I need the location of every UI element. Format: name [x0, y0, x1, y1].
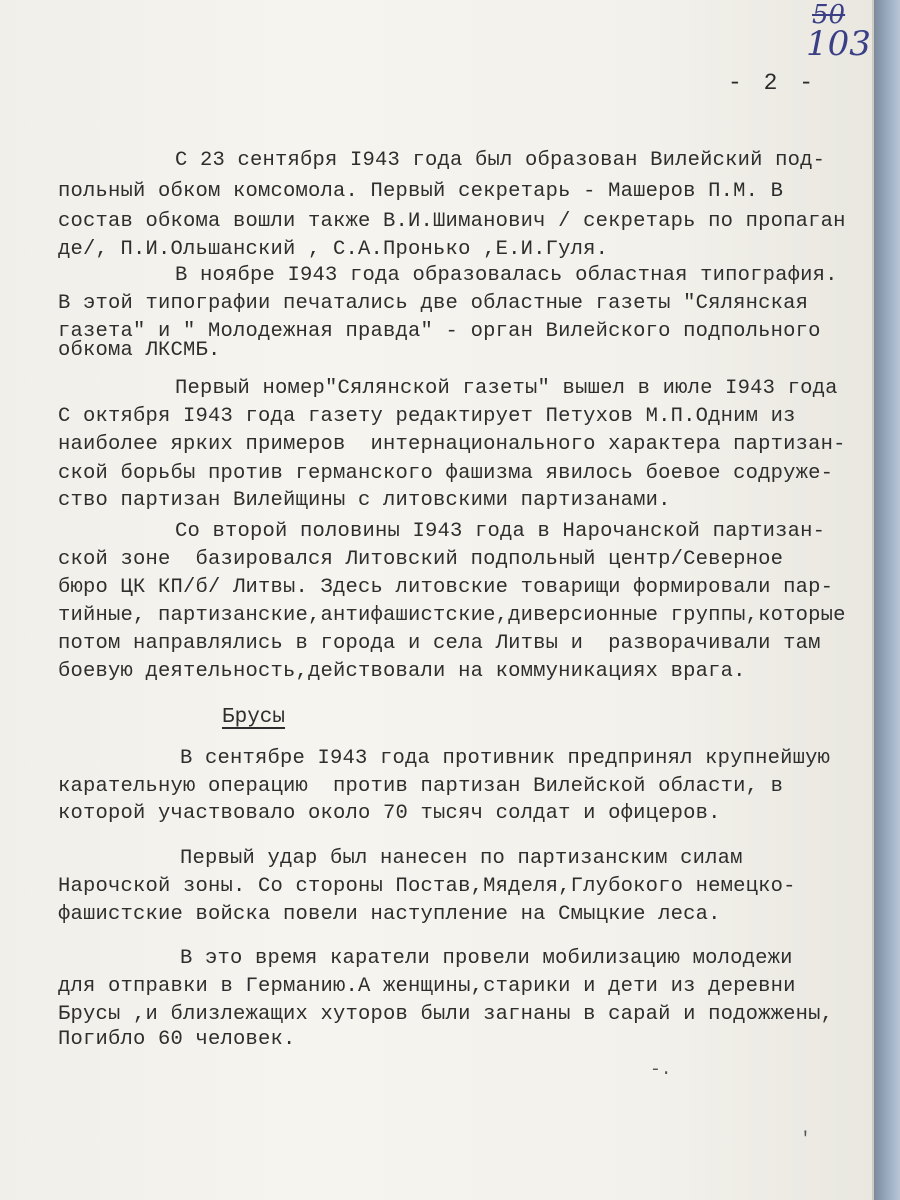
text-line: Брусы ,и близлежащих хуторов были загнаны в сарай и подожжены, [58, 1003, 834, 1026]
text-line: де/, П.И.Ольшанский , С.А.Пронько ,Е.И.Гуля. [58, 238, 609, 261]
text-line: состав обкома вошли также В.И.Шиманович / секретарь по пропаган [58, 210, 846, 233]
text-line: боевую деятельность,действовали на коммуникациях врага. [58, 660, 746, 683]
text-line: потом направлялись в города и села Литвы и разворачивали там [58, 632, 821, 655]
text-line: карательную операцию против партизан Вилейской области, в [58, 775, 784, 798]
text-line: С октября I943 года газету редактирует Петухов М.П.Одним из [58, 405, 796, 428]
text-line: тийные, партизанские,антифашистские,диверсионные группы,которые [58, 604, 846, 627]
text-line: Первый номер"Сялянской газеты" вышел в июле I943 года [175, 377, 838, 400]
text-line: Со второй половины I943 года в Нарочанской партизан- [175, 520, 826, 543]
text-line: Первый удар был нанесен по партизанским силам [180, 847, 743, 870]
text-line: В этой типографии печатались две областные газеты "Сялянская [58, 292, 809, 315]
text-line: газета" и " Молодежная правда" - орган Вилейского подпольного [58, 320, 821, 343]
text-line: В это время каратели провели мобилизацию молодежи [180, 947, 793, 970]
archive-number-old: 50 [812, 0, 846, 30]
page-number: - 2 - [728, 70, 818, 96]
text-line: Погибло 60 человек. [58, 1028, 296, 1051]
text-line: В ноябре I943 года образовалась областная типография. [175, 264, 838, 287]
section-heading: Брусы [222, 706, 286, 729]
text-line: фашистские войска повели наступление на Смыцкие леса. [58, 903, 721, 926]
text-line: Нарочской зоны. Со стороны Постав,Мяделя,Глубокого немецко- [58, 875, 796, 898]
page-edge-background [874, 0, 900, 1200]
text-line: для отправки в Германию.А женщины,старики и дети из деревни [58, 975, 796, 998]
text-line: которой участвовало около 70 тысяч солдат и офицеров. [58, 802, 721, 825]
text-line: В сентябре I943 года противник предпринял крупнейшую [180, 747, 831, 770]
text-line: обкома ЛКСМБ. [58, 339, 221, 362]
text-line: С 23 сентября I943 года был образован Вилейский под- [175, 149, 826, 172]
text-line: ство партизан Вилейщины с литовскими партизанами. [58, 489, 671, 512]
text-line: ской зоне базировался Литовский подпольный центр/Северное [58, 548, 784, 571]
stray-mark: ' [800, 1130, 811, 1150]
stray-mark: -. [650, 1060, 672, 1080]
text-line: ской борьбы против германского фашизма явилось боевое содруже- [58, 462, 834, 485]
text-line: польный обком комсомола. Первый секретарь - Машеров П.М. В [58, 180, 784, 203]
text-line: наиболее ярких примеров интернационального характера партизан- [58, 433, 846, 456]
archive-number-new: 103 [806, 24, 871, 64]
text-line: бюро ЦК КП/б/ Литвы. Здесь литовские товарищи формировали пар- [58, 576, 834, 599]
